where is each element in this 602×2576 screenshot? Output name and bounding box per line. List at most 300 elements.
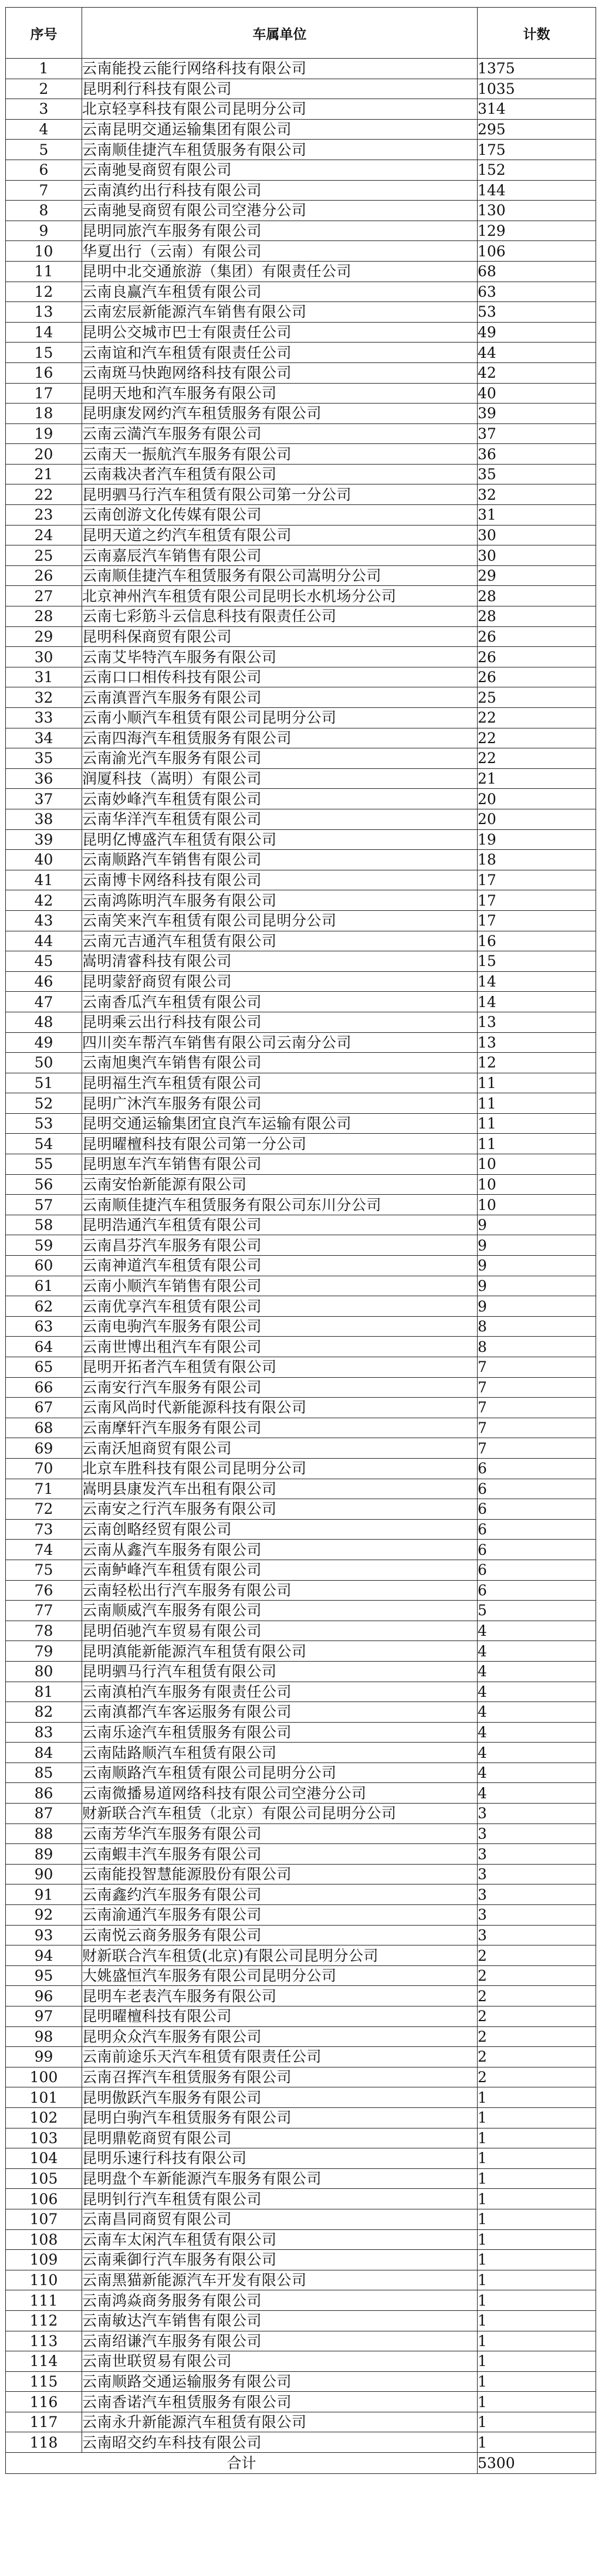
row-index: 68 <box>6 1418 82 1438</box>
table-row <box>6 1032 596 1053</box>
row-company: 润厦科技（嵩明）有限公司 <box>82 768 478 789</box>
table-row <box>6 2047 596 2067</box>
table-row <box>6 1519 596 1540</box>
table-row <box>6 383 596 404</box>
row-company: 昆明利行科技有限公司 <box>82 79 478 99</box>
row-index: 32 <box>6 687 82 708</box>
row-index: 37 <box>6 789 82 809</box>
row-count: 11 <box>478 1073 596 1093</box>
table-row <box>6 1743 596 1763</box>
table-row <box>6 322 596 343</box>
table-footer <box>6 2453 596 2474</box>
row-count: 31 <box>478 505 596 526</box>
row-count: 3 <box>478 1905 596 1926</box>
table-row <box>6 2209 596 2229</box>
row-count: 22 <box>478 748 596 769</box>
row-company: 云南世联贸易有限公司 <box>82 2351 478 2372</box>
row-count: 18 <box>478 850 596 870</box>
row-company: 昆明钊行汽车租赁有限公司 <box>82 2189 478 2209</box>
table-row <box>6 1804 596 1824</box>
row-company: 云南陆路顺汽车租赁有限公司 <box>82 1743 478 1763</box>
row-company: 昆明盘个车新能源汽车服务有限公司 <box>82 2168 478 2189</box>
table-row <box>6 2351 596 2372</box>
row-count: 6 <box>478 1519 596 1540</box>
row-count: 1 <box>478 2148 596 2169</box>
row-index: 23 <box>6 505 82 526</box>
table-row <box>6 1621 596 1641</box>
table-row <box>6 1093 596 1114</box>
row-company: 昆明公交城市巴士有限责任公司 <box>82 322 478 343</box>
table-row <box>6 870 596 890</box>
row-index: 90 <box>6 1864 82 1884</box>
row-count: 1 <box>478 2432 596 2453</box>
table-row <box>6 525 596 545</box>
row-count: 32 <box>478 484 596 505</box>
row-company: 云南云満汽车服务有限公司 <box>82 423 478 444</box>
row-company: 昆明车老表汽车服务有限公司 <box>82 1986 478 2006</box>
row-index: 99 <box>6 2047 82 2067</box>
row-count: 13 <box>478 1032 596 1053</box>
row-company: 昆明浩通汽车租赁有限公司 <box>82 1215 478 1235</box>
row-index: 28 <box>6 606 82 627</box>
table-row <box>6 343 596 363</box>
table-row <box>6 362 596 383</box>
row-count: 1 <box>478 2209 596 2229</box>
header-company: 车属单位 <box>82 8 478 59</box>
row-index: 9 <box>6 221 82 241</box>
row-index: 14 <box>6 322 82 343</box>
row-index: 114 <box>6 2351 82 2372</box>
row-company: 云南七彩筋斗云信息科技有限责任公司 <box>82 606 478 627</box>
row-count: 314 <box>478 99 596 120</box>
total-label: 合计 <box>6 2453 478 2474</box>
table-header <box>6 8 596 59</box>
table-row <box>6 2229 596 2250</box>
row-index: 15 <box>6 343 82 363</box>
row-company: 云南从鑫汽车服务有限公司 <box>82 1540 478 1560</box>
row-company: 云南轻松出行汽车服务有限公司 <box>82 1580 478 1601</box>
row-company: 财新联合汽车租赁(北京)有限公司昆明分公司 <box>82 1945 478 1966</box>
row-index: 103 <box>6 2128 82 2148</box>
row-index: 67 <box>6 1398 82 1418</box>
row-index: 58 <box>6 1215 82 1235</box>
row-index: 113 <box>6 2331 82 2351</box>
row-company: 昆明科保商贸有限公司 <box>82 626 478 647</box>
row-company: 云南安行汽车服务有限公司 <box>82 1377 478 1398</box>
table-row <box>6 282 596 302</box>
row-count: 1 <box>478 2310 596 2331</box>
row-index: 110 <box>6 2270 82 2290</box>
row-index: 69 <box>6 1438 82 1459</box>
row-count: 106 <box>478 241 596 262</box>
row-company: 云南栽决者汽车租赁有限公司 <box>82 464 478 484</box>
table-row <box>6 1884 596 1905</box>
row-index: 4 <box>6 119 82 140</box>
row-count: 3 <box>478 1925 596 1945</box>
row-count: 130 <box>478 201 596 221</box>
row-company: 昆明同旅汽车服务有限公司 <box>82 221 478 241</box>
row-company: 云南优享汽车租赁有限公司 <box>82 1296 478 1317</box>
row-count: 9 <box>478 1235 596 1256</box>
row-index: 93 <box>6 1925 82 1945</box>
table-row <box>6 1418 596 1438</box>
row-company: 财新联合汽车租赁（北京）有限公司昆明分公司 <box>82 1804 478 1824</box>
row-company: 昆明中北交通旅游（集团）有限责任公司 <box>82 261 478 282</box>
table-row <box>6 2432 596 2453</box>
row-company: 北京轻享科技有限公司昆明分公司 <box>82 99 478 120</box>
row-index: 5 <box>6 140 82 160</box>
row-count: 11 <box>478 1113 596 1134</box>
row-company: 昆明乘云出行科技有限公司 <box>82 1012 478 1032</box>
table-row <box>6 667 596 687</box>
table-row <box>6 1337 596 1357</box>
row-count: 22 <box>478 708 596 728</box>
row-index: 73 <box>6 1519 82 1540</box>
table-row <box>6 1377 596 1398</box>
row-index: 84 <box>6 1743 82 1763</box>
row-company: 云南渝通汽车服务有限公司 <box>82 1905 478 1926</box>
table-row <box>6 971 596 992</box>
table-row <box>6 261 596 282</box>
row-count: 7 <box>478 1418 596 1438</box>
row-count: 20 <box>478 789 596 809</box>
row-company: 云南顺佳捷汽车租赁服务有限公司东川分公司 <box>82 1195 478 1215</box>
table-row <box>6 2067 596 2087</box>
row-company: 云南蝦丰汽车服务有限公司 <box>82 1844 478 1865</box>
row-count: 10 <box>478 1174 596 1195</box>
row-index: 88 <box>6 1823 82 1844</box>
row-count: 2 <box>478 1965 596 1986</box>
row-company: 云南顺路汽车销售有限公司 <box>82 850 478 870</box>
row-company: 云南顺佳捷汽车租赁服务有限公司 <box>82 140 478 160</box>
table-row <box>6 1438 596 1459</box>
row-company: 云南创游文化传媒有限公司 <box>82 505 478 526</box>
row-count: 295 <box>478 119 596 140</box>
row-company: 云南渝光汽车服务有限公司 <box>82 748 478 769</box>
row-company: 云南鑫约汽车服务有限公司 <box>82 1884 478 1905</box>
row-company: 云南笑来汽车租赁有限公司昆明分公司 <box>82 910 478 931</box>
row-count: 7 <box>478 1438 596 1459</box>
row-company: 嵩明县康发汽车出租有限公司 <box>82 1479 478 1499</box>
row-company: 云南顺路交通运输服务有限公司 <box>82 2371 478 2392</box>
table-row <box>6 2412 596 2432</box>
row-index: 97 <box>6 2006 82 2027</box>
row-index: 53 <box>6 1113 82 1134</box>
table-row <box>6 221 596 241</box>
row-count: 16 <box>478 931 596 951</box>
row-count: 53 <box>478 302 596 323</box>
row-count: 3 <box>478 1884 596 1905</box>
table-row <box>6 2087 596 2108</box>
row-index: 48 <box>6 1012 82 1032</box>
row-index: 85 <box>6 1762 82 1783</box>
row-index: 38 <box>6 809 82 829</box>
row-count: 1 <box>478 2168 596 2189</box>
row-count: 1 <box>478 2128 596 2148</box>
row-count: 1 <box>478 2392 596 2412</box>
row-index: 118 <box>6 2432 82 2453</box>
row-count: 4 <box>478 1702 596 1723</box>
row-index: 64 <box>6 1337 82 1357</box>
row-count: 68 <box>478 261 596 282</box>
row-index: 112 <box>6 2310 82 2331</box>
table-row <box>6 1398 596 1418</box>
row-index: 86 <box>6 1783 82 1804</box>
table-row <box>6 2189 596 2209</box>
table-row <box>6 1154 596 1175</box>
row-index: 13 <box>6 302 82 323</box>
table-row <box>6 2331 596 2351</box>
row-index: 40 <box>6 850 82 870</box>
row-index: 41 <box>6 870 82 890</box>
row-index: 7 <box>6 180 82 201</box>
row-company: 云南电驹汽车服务有限公司 <box>82 1316 478 1337</box>
row-count: 1 <box>478 2250 596 2270</box>
table-row <box>6 1722 596 1743</box>
table-row <box>6 1316 596 1337</box>
row-company: 云南妙峰汽车租赁有限公司 <box>82 789 478 809</box>
table-row <box>6 2168 596 2189</box>
row-company: 云南滇约出行科技有限公司 <box>82 180 478 201</box>
row-company: 云南能投智慧能源股份有限公司 <box>82 1864 478 1884</box>
table-row <box>6 1540 596 1560</box>
table-row <box>6 748 596 769</box>
row-company: 昆明福生汽车租赁有限公司 <box>82 1073 478 1093</box>
table-row <box>6 1012 596 1032</box>
row-index: 70 <box>6 1458 82 1479</box>
row-index: 60 <box>6 1256 82 1276</box>
table-row <box>6 1479 596 1499</box>
row-index: 61 <box>6 1276 82 1296</box>
table-row <box>6 728 596 748</box>
table-row <box>6 302 596 323</box>
table-row <box>6 99 596 120</box>
row-index: 47 <box>6 992 82 1012</box>
row-index: 89 <box>6 1844 82 1865</box>
table-row <box>6 1823 596 1844</box>
table-row <box>6 1276 596 1296</box>
table-row <box>6 1134 596 1154</box>
row-company: 云南神道汽车租赁有限公司 <box>82 1256 478 1276</box>
row-count: 20 <box>478 809 596 829</box>
table-row <box>6 1073 596 1093</box>
row-company: 云南摩轩汽车服务有限公司 <box>82 1418 478 1438</box>
row-company: 华夏出行（云南）有限公司 <box>82 241 478 262</box>
table-row <box>6 1844 596 1865</box>
table-row <box>6 484 596 505</box>
row-company: 云南旭奥汽车销售有限公司 <box>82 1053 478 1073</box>
row-count: 2 <box>478 2047 596 2067</box>
table-body <box>6 59 596 2453</box>
row-count: 26 <box>478 667 596 687</box>
row-index: 111 <box>6 2290 82 2311</box>
row-count: 7 <box>478 1377 596 1398</box>
table-row <box>6 180 596 201</box>
row-count: 29 <box>478 565 596 586</box>
row-company: 嵩明清睿科技有限公司 <box>82 951 478 972</box>
table-row <box>6 1702 596 1723</box>
row-index: 6 <box>6 160 82 180</box>
row-count: 1375 <box>478 59 596 79</box>
row-company: 云南滇柏汽车服务有限责任公司 <box>82 1682 478 1702</box>
table-row <box>6 140 596 160</box>
total-row <box>6 2453 596 2474</box>
row-count: 11 <box>478 1093 596 1114</box>
table-row <box>6 545 596 566</box>
row-count: 4 <box>478 1783 596 1804</box>
table-row <box>6 464 596 484</box>
row-company: 云南能投云能行网络科技有限公司 <box>82 59 478 79</box>
row-index: 105 <box>6 2168 82 2189</box>
row-count: 15 <box>478 951 596 972</box>
row-count: 17 <box>478 870 596 890</box>
row-index: 3 <box>6 99 82 120</box>
row-count: 22 <box>478 728 596 748</box>
row-count: 1 <box>478 2290 596 2311</box>
table-row <box>6 119 596 140</box>
row-count: 5 <box>478 1601 596 1621</box>
row-count: 4 <box>478 1743 596 1763</box>
row-count: 4 <box>478 1682 596 1702</box>
row-index: 82 <box>6 1702 82 1723</box>
table-row <box>6 626 596 647</box>
row-count: 9 <box>478 1256 596 1276</box>
row-company: 云南悦云商务服务有限公司 <box>82 1925 478 1945</box>
row-count: 4 <box>478 1621 596 1641</box>
table-row <box>6 606 596 627</box>
row-count: 4 <box>478 1661 596 1682</box>
row-company: 云南永升新能源汽车租赁有限公司 <box>82 2412 478 2432</box>
row-company: 云南香瓜汽车租赁有限公司 <box>82 992 478 1012</box>
row-company: 云南博卡网络科技有限公司 <box>82 870 478 890</box>
row-count: 2 <box>478 2067 596 2087</box>
table-row <box>6 992 596 1012</box>
row-count: 21 <box>478 768 596 789</box>
row-index: 25 <box>6 545 82 566</box>
row-company: 大姚盛恒汽车服务有限公司昆明分公司 <box>82 1965 478 1986</box>
row-index: 36 <box>6 768 82 789</box>
table-row <box>6 505 596 526</box>
row-index: 16 <box>6 362 82 383</box>
row-count: 1 <box>478 2229 596 2250</box>
row-index: 107 <box>6 2209 82 2229</box>
row-company: 云南谊和汽车租赁有限责任公司 <box>82 343 478 363</box>
row-index: 46 <box>6 971 82 992</box>
row-company: 云南安之行汽车服务有限公司 <box>82 1499 478 1520</box>
row-count: 3 <box>478 1804 596 1824</box>
row-count: 2 <box>478 1986 596 2006</box>
row-company: 云南斑马快跑网络科技有限公司 <box>82 362 478 383</box>
row-index: 74 <box>6 1540 82 1560</box>
row-count: 1 <box>478 2189 596 2209</box>
row-count: 1 <box>478 2087 596 2108</box>
row-company: 云南鲈峰汽车租赁有限公司 <box>82 1560 478 1580</box>
row-company: 云南世博出租汽车有限公司 <box>82 1337 478 1357</box>
company-vehicle-count-table <box>5 7 596 2474</box>
row-index: 19 <box>6 423 82 444</box>
row-index: 39 <box>6 829 82 850</box>
row-index: 49 <box>6 1032 82 1053</box>
row-index: 96 <box>6 1986 82 2006</box>
row-count: 10 <box>478 1195 596 1215</box>
row-index: 30 <box>6 647 82 667</box>
row-index: 55 <box>6 1154 82 1175</box>
table-row <box>6 2371 596 2392</box>
row-count: 175 <box>478 140 596 160</box>
table-row <box>6 1357 596 1378</box>
row-company: 昆明交通运输集团宜良汽车运输有限公司 <box>82 1113 478 1134</box>
row-count: 152 <box>478 160 596 180</box>
row-index: 34 <box>6 728 82 748</box>
table-row <box>6 1499 596 1520</box>
row-index: 62 <box>6 1296 82 1317</box>
row-company: 云南口口相传科技有限公司 <box>82 667 478 687</box>
header-row <box>6 8 596 59</box>
row-count: 3 <box>478 1823 596 1844</box>
table-row <box>6 890 596 911</box>
table-row <box>6 1945 596 1966</box>
row-count: 7 <box>478 1398 596 1418</box>
row-index: 91 <box>6 1884 82 1905</box>
row-count: 1 <box>478 2351 596 2372</box>
row-company: 云南鸿陈明汽车服务有限公司 <box>82 890 478 911</box>
table-row <box>6 59 596 79</box>
row-company: 昆明乐速行科技有限公司 <box>82 2148 478 2169</box>
row-count: 6 <box>478 1458 596 1479</box>
table-row <box>6 423 596 444</box>
row-index: 87 <box>6 1804 82 1824</box>
row-index: 95 <box>6 1965 82 1986</box>
row-index: 81 <box>6 1682 82 1702</box>
row-count: 3 <box>478 1844 596 1865</box>
row-company: 云南安怡新能源有限公司 <box>82 1174 478 1195</box>
table-row <box>6 1215 596 1235</box>
table-row <box>6 2250 596 2270</box>
row-index: 27 <box>6 586 82 606</box>
table-row <box>6 809 596 829</box>
table-row <box>6 2128 596 2148</box>
table-row <box>6 2310 596 2331</box>
row-count: 17 <box>478 890 596 911</box>
row-index: 18 <box>6 404 82 424</box>
row-index: 2 <box>6 79 82 99</box>
row-company: 云南小顺汽车租赁有限公司昆明分公司 <box>82 708 478 728</box>
row-count: 1 <box>478 2371 596 2392</box>
table-row <box>6 1783 596 1804</box>
table-row <box>6 404 596 424</box>
table-row <box>6 241 596 262</box>
table-row <box>6 647 596 667</box>
row-index: 115 <box>6 2371 82 2392</box>
row-index: 101 <box>6 2087 82 2108</box>
row-count: 9 <box>478 1276 596 1296</box>
row-count: 13 <box>478 1012 596 1032</box>
row-company: 昆明康发网约汽车租赁服务有限公司 <box>82 404 478 424</box>
row-company: 昆明傲跃汽车服务有限公司 <box>82 2087 478 2108</box>
row-index: 116 <box>6 2392 82 2412</box>
row-index: 44 <box>6 931 82 951</box>
table-row <box>6 1195 596 1215</box>
row-count: 2 <box>478 2026 596 2047</box>
row-index: 52 <box>6 1093 82 1114</box>
row-index: 22 <box>6 484 82 505</box>
row-count: 4 <box>478 1762 596 1783</box>
row-index: 71 <box>6 1479 82 1499</box>
row-company: 云南乘御行汽车服务有限公司 <box>82 2250 478 2270</box>
row-count: 4 <box>478 1641 596 1662</box>
row-index: 72 <box>6 1499 82 1520</box>
row-count: 26 <box>478 626 596 647</box>
